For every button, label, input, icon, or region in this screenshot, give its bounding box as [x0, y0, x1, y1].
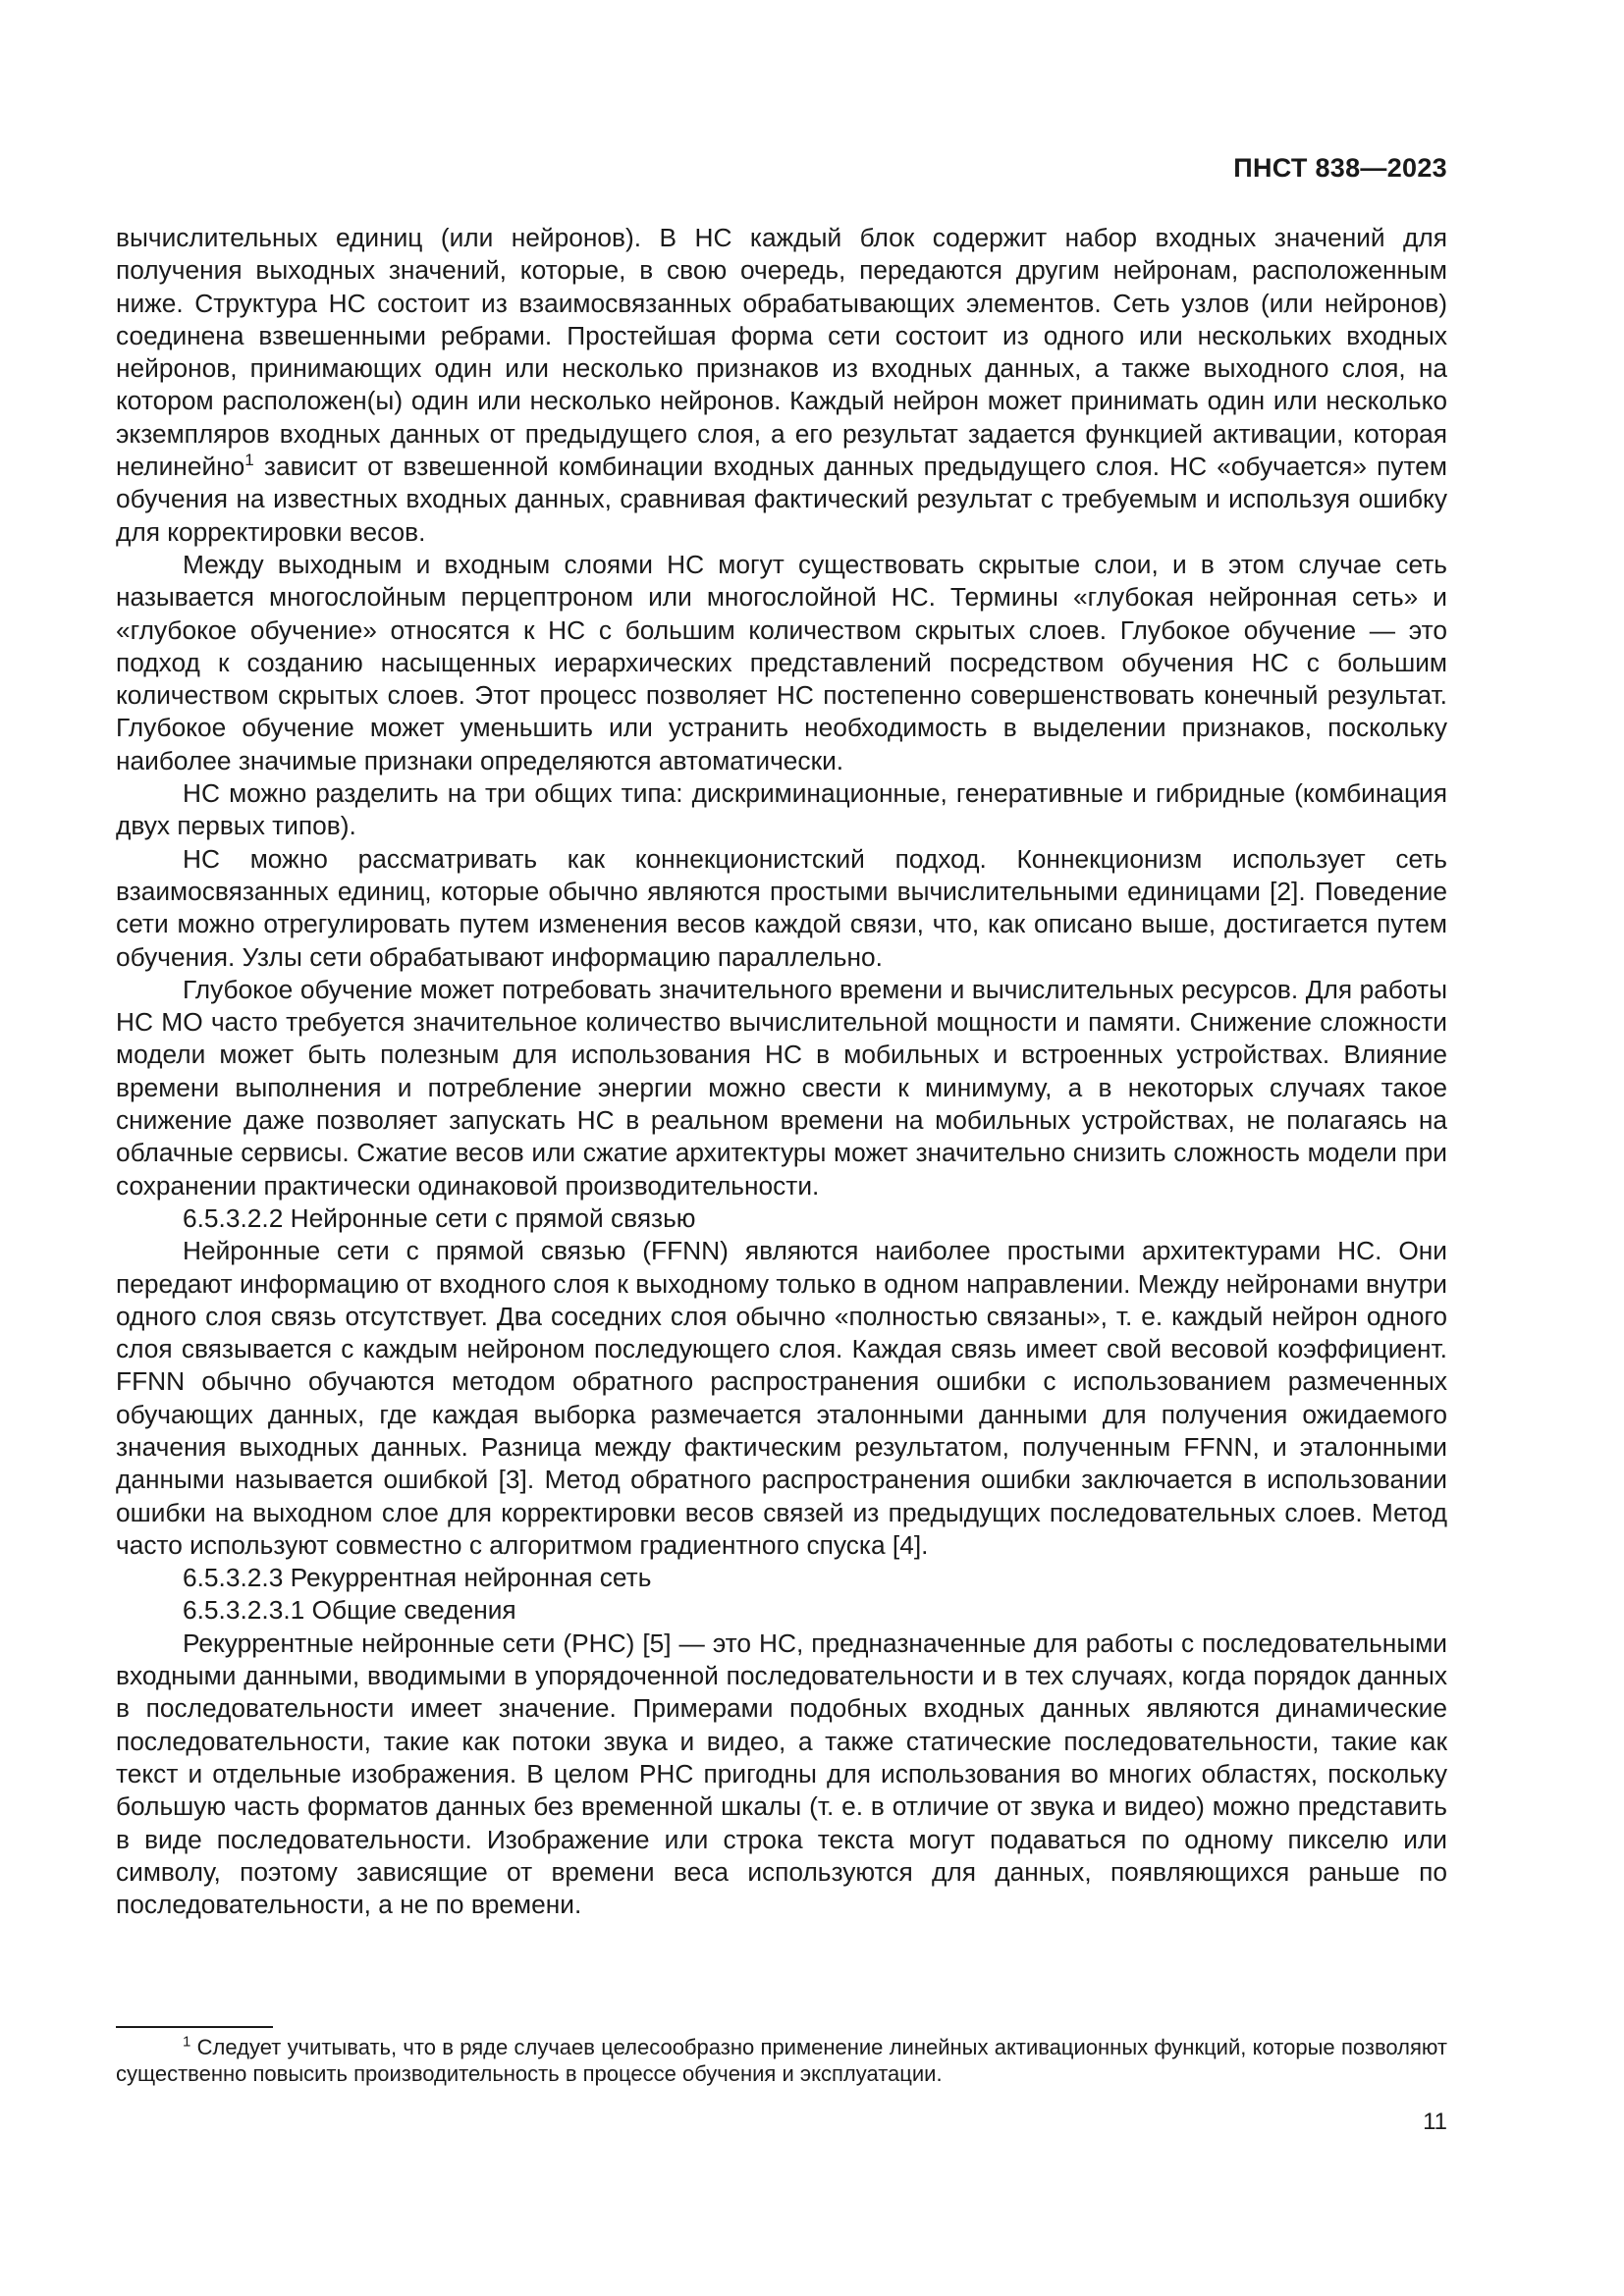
paragraph-7: Рекуррентные нейронные сети (РНС) [5] — это НС, предназначенные для работы с последовательными входными данными, вводимыми в упорядоченной последовательности и в тех случаях, когда порядок данных в последовательности имеет значение. Примерами подобных входных данных являются динамические последовательности, такие как потоки звука и видео, а также статические последовательности, такие как текст и отдельные изображения. В целом РНС пригодны для использования во многих областях, поскольку большую часть форматов данных без временной шкалы (т. е. в отличие от звука и видео) можно представить в виде последовательности. Изображение или строка текста могут подаваться по одному пикселю или символу, поэтому зависящие от времени веса используются для данных, появляющихся раньше по последовательности, а не по времени. — [116, 1628, 1447, 1920]
footnote-reference: 1 — [244, 451, 254, 470]
footnote — [116, 2034, 1447, 2087]
section-heading-rnn: 6.5.3.2.3 Рекуррентная нейронная сеть — [183, 1563, 652, 1593]
paragraph-5: Глубокое обучение может потребовать значительного времени и вычислительных ресурсов. Для работы НС МО часто требуется значительное количество вычислительной мощности и памяти. Снижение сложности модели может быть полезным для использования НС в мобильных и встроенных устройствах. Влияние времени выполнения и потребление энергии можно свести к минимуму, а в некоторых случаях такое снижение даже позволяет запускать НС в реальном времени на мобильных устройствах, не полагаясь на облачные сервисы. Сжатие весов или сжатие архитектуры может значительно снизить сложность модели при сохранении практически одинаковой производительности. — [116, 974, 1447, 1201]
section-heading-ffnn: 6.5.3.2.2 Нейронные сети с прямой связью — [183, 1202, 696, 1233]
paragraph-4: НС можно рассматривать как коннекционистский подход. Коннекционизм использует сеть взаимосвязанных единиц, которые обычно являются простыми вычислительными единицами [2]. Поведение сети можно отрегулировать путем изменения весов каждой связи, что, как описано выше, достигается путем обучения. Узлы сети обрабатывают информацию параллельно. — [116, 843, 1447, 972]
paragraph-1-part-a: вычислительных единиц (или нейронов). В НС каждый блок содержит набор входных значений для получения выходных значений, которые, в свою очередь, передаются другим нейронам, расположенным ниже. Структура НС состоит из взаимосвязанных обрабатывающих элементов. Сеть узлов (или нейронов) соединена взвешенными ребрами. Простейшая форма сети состоит из одного или нескольких входных нейронов, принимающих один или несколько признаков из входных данных, а также выходного слоя, на котором расположен(ы) один или несколько нейронов. Каждый нейрон может принимать один или несколько экземпляров входных данных от предыдущего слоя, а его результат задается функцией активации, которая нелинейно — [116, 223, 1447, 482]
paragraph-3: НС можно разделить на три общих типа: дискриминационные, генеративные и гибридные (комбинация двух первых типов). — [116, 778, 1447, 841]
paragraph-2: Между выходным и входным слоями НС могут существовать скрытые слои, и в этом случае сеть называется многослойным перцептроном или многослойной НС. Термины «глубокая нейронная сеть» и «глубокое обучение» относятся к НС с большим количеством скрытых слоев. Глубокое обучение — это подход к созданию насыщенных иерархических представлений посредством обучения НС с большим количеством скрытых слоев. Этот процесс позволяет НС постепенно совершенствовать конечный результат. Глубокое обучение может уменьшить или устранить необходимость в выделении признаков, поскольку наиболее значимые признаки определяются автоматически. — [116, 549, 1447, 775]
footnote-separator — [116, 2026, 273, 2028]
footnote-text: Следует учитывать, что в ряде случаев целесообразно применение линейных активационных функций, которые позволяют существенно повысить производительность в процессе обучения и эксплуатации. — [116, 2035, 1447, 2086]
document-code-header: ПНСТ 838—2023 — [1233, 153, 1447, 183]
paragraph-1 — [116, 222, 1447, 549]
footnote-marker: 1 — [183, 2033, 191, 2051]
section-heading-general: 6.5.3.2.3.1 Общие сведения — [183, 1595, 516, 1626]
body-text — [116, 222, 1447, 1921]
paragraph-6: Нейронные сети с прямой связью (FFNN) являются наиболее простыми архитектурами НС. Они передают информацию от входного слоя к выходному только в одном направлении. Между нейронами внутри одного слоя связь отсутствует. Два соседних слоя обычно «полностью связаны», т. е. каждый нейрон одного слоя связывается с каждым нейроном последующего слоя. Каждая связь имеет свой весовой коэффициент. FFNN обычно обучаются методом обратного распространения ошибки с использованием размеченных обучающих данных, где каждая выборка размечается эталонными данными для получения ожидаемого значения выходных данных. Разница между фактическим результатом, полученным FFNN, и эталонными данными называется ошибкой [3]. Метод обратного распространения ошибки заключается в использовании ошибки на выходном слое для корректировки весов связей из предыдущих последовательных слоев. Метод часто используют совместно с алгоритмом градиентного спуска [4]. — [116, 1236, 1447, 1560]
paragraph-1-part-b: зависит от взвешенной комбинации входных данных предыдущего слоя. НС «обучается» путем обучения на известных входных данных, сравнивая фактический результат с требуемым и используя ошибку для корректировки весов. — [116, 452, 1447, 547]
page-number: 11 — [1423, 2109, 1447, 2135]
